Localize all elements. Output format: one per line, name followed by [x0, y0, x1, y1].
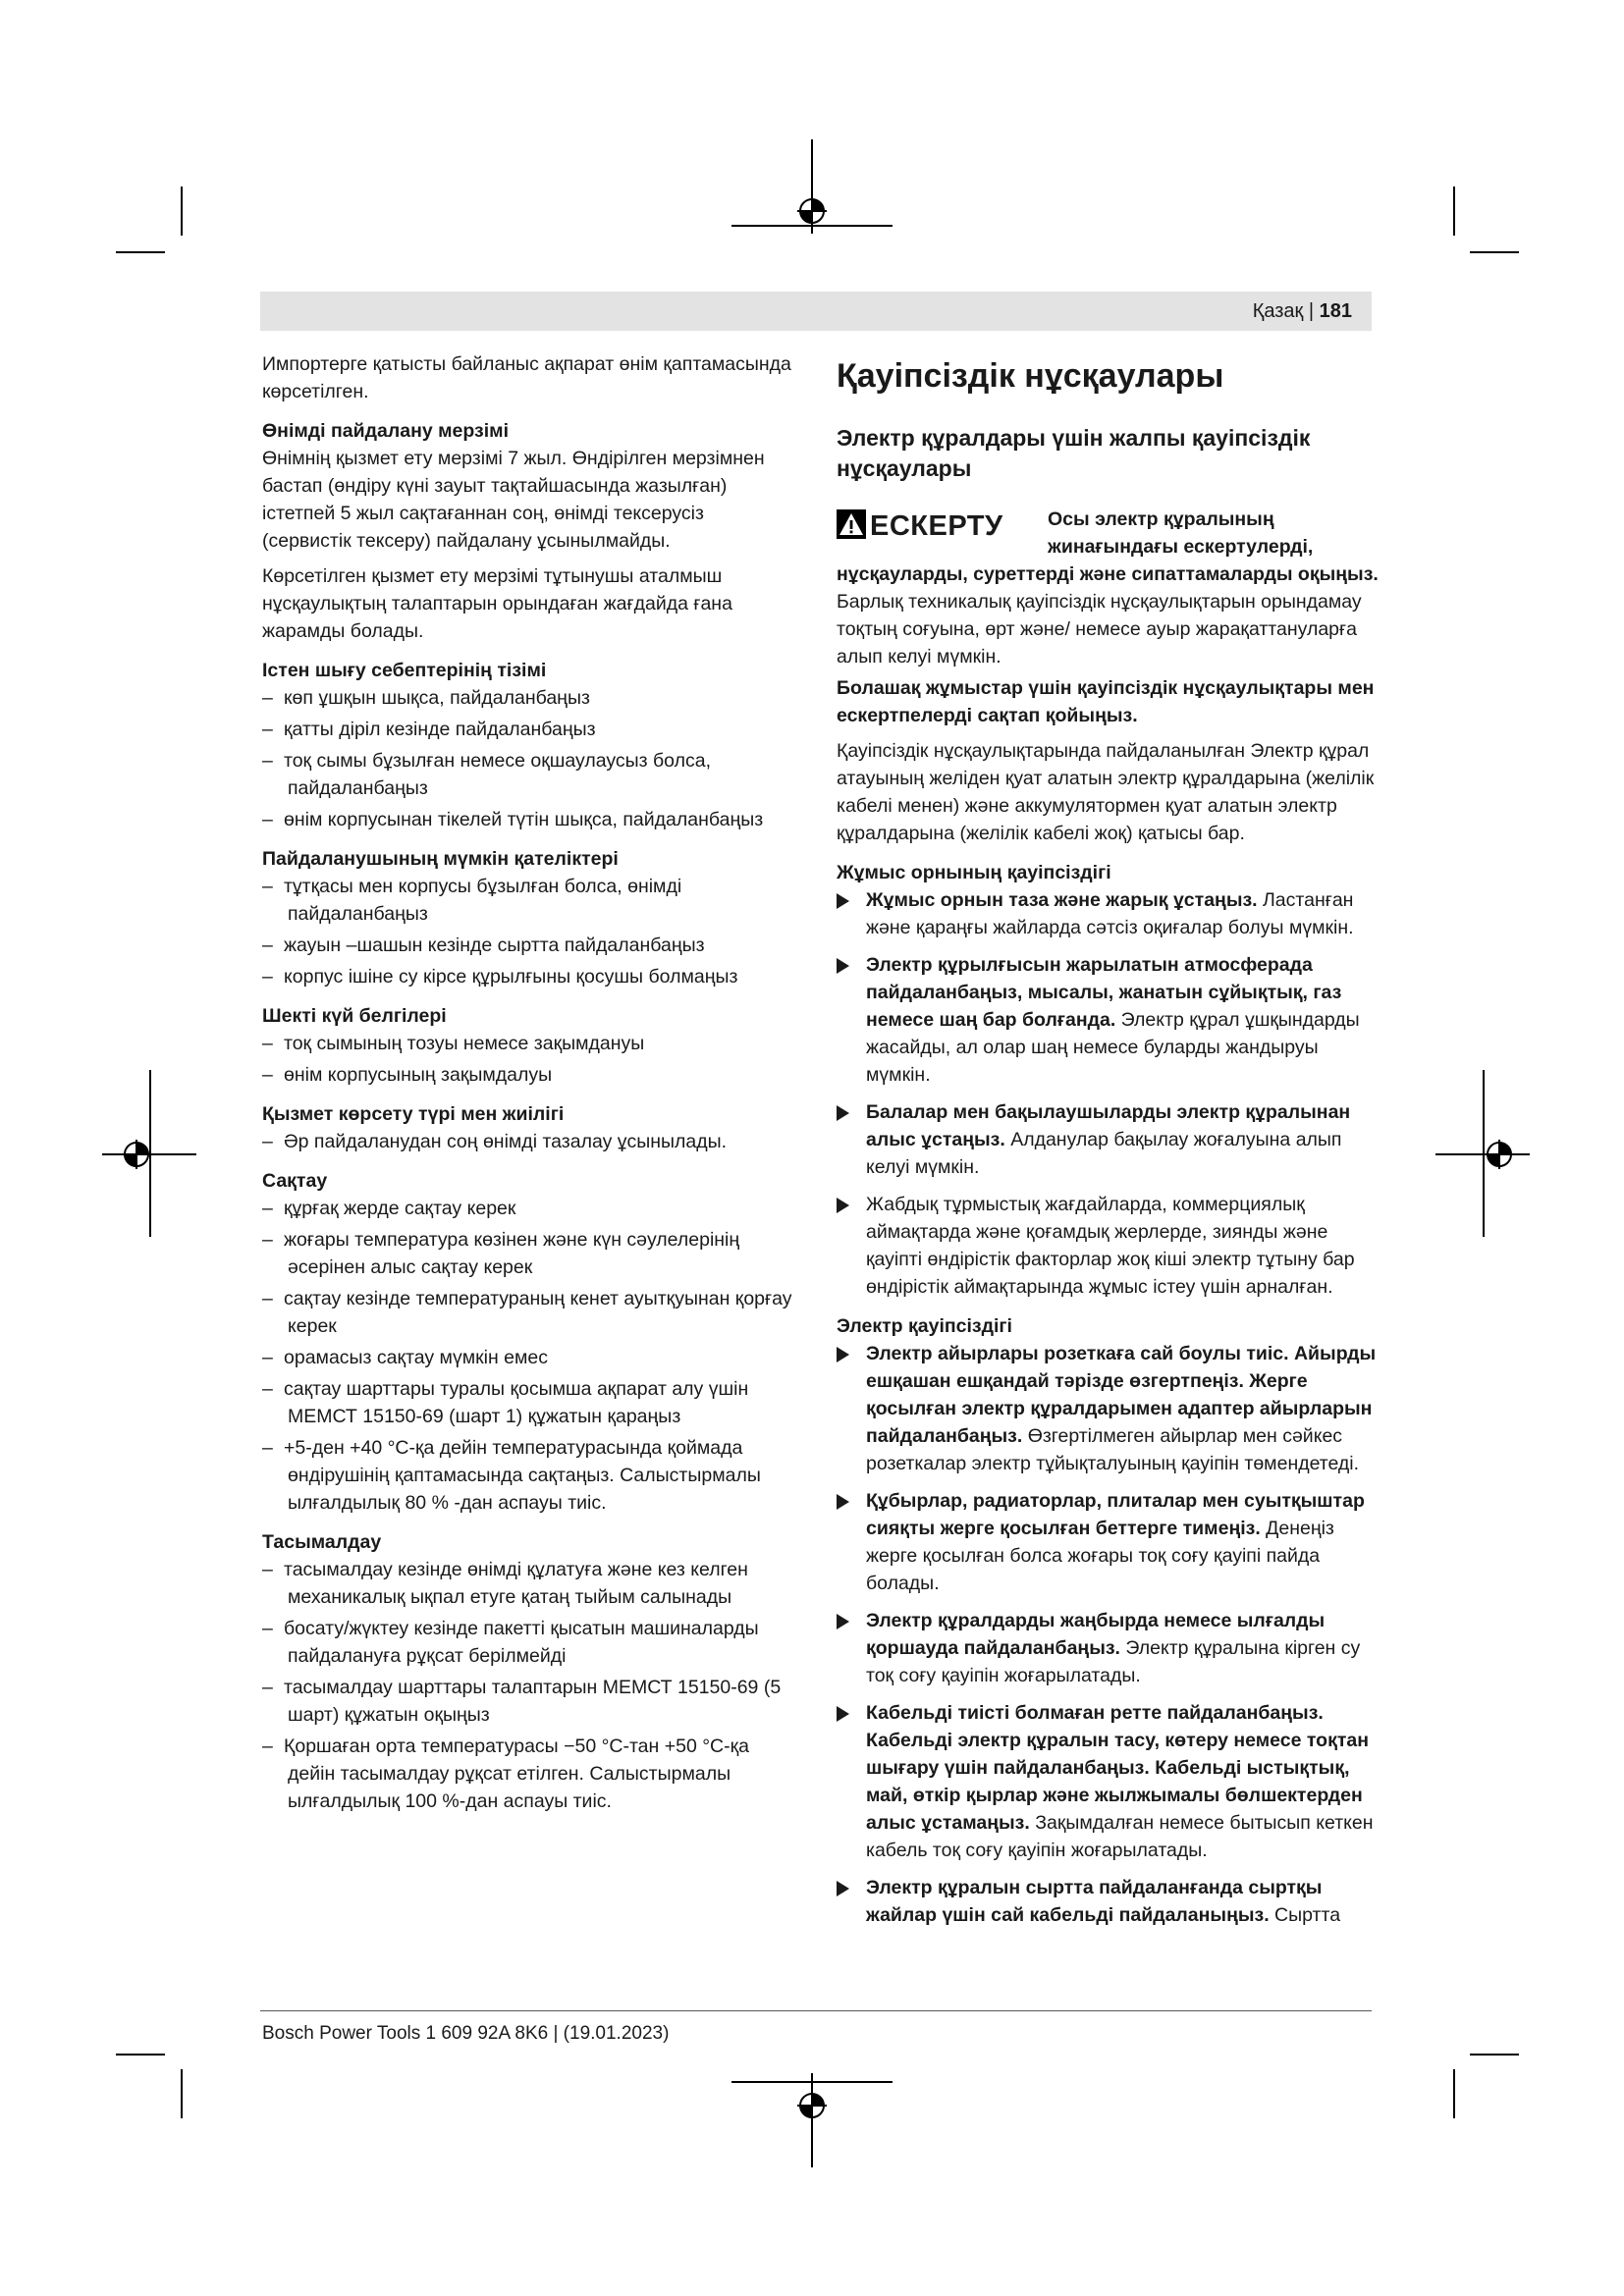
bullet-arrow-icon: [837, 1494, 849, 1510]
workplace-list: [837, 886, 1384, 1301]
user-errors-heading: Пайдаланушының мүмкін қателіктері: [262, 848, 619, 870]
header-separator: |: [1308, 300, 1315, 322]
list-item: Электр құралдарды жаңбырда немесе ылғалды қоршауда пайдаланбаңыз. Электр құралына кірген су тоқ соғу қауіпін жоғарылатады.: [837, 1607, 1384, 1689]
bullet-arrow-icon: [837, 1706, 849, 1722]
keep-instructions: Болашақ жұмыстар үшін қауіпсіздік нұсқаулықтары мен ескертпелерді сақтап қойыңыз.: [837, 677, 1375, 726]
list-item: – өнім корпусының зақымдалуы: [262, 1064, 553, 1086]
importer-note: Импортерге қатысты байланыс ақпарат өнім қаптамасында көрсетілген.: [262, 353, 791, 402]
list-item: – тоқ сымының тозуы немесе зақымдануы: [262, 1033, 645, 1054]
list-item: – тасымалдау шарттары талаптарын МЕМСТ 15150-69 (5 шарт) құжатын оқыңыз: [262, 1677, 782, 1726]
crop-mark: [1470, 251, 1519, 253]
section-title: Қауіпсіздік нұсқаулары: [837, 357, 1224, 395]
service-life-paragraph: Өнімнің қызмет ету мерзімі 7 жыл. Өндірілген мерзімнен бастап (өндіру күні зауыт тақтайшасында жазылған) істетпей 5 жыл сақтағаннан соң, өнімді тексерусіз (сервистік тексеру) пайдалану ұсынылмайды.: [262, 448, 765, 552]
registration-target-icon: [122, 1140, 151, 1169]
warning-headline: Осы электр құралының жинағындағы ескертулерді,: [1048, 508, 1314, 558]
electrical-heading: Электр қауіпсіздігі: [837, 1315, 1012, 1337]
list-item: – жауын –шашын кезінде сыртта пайдаланбаңыз: [262, 934, 705, 956]
list-item: – +5-ден +40 °C-қа дейін температурасында қоймада өндірушінің қаптамасында сақтаңыз. Салыстырмалы ылғалдылық 80 % -дан аспауы тиіс.: [262, 1437, 761, 1514]
list-item: Жұмыс орнын таза және жарық ұстаңыз. Ластанған және қараңғы жайларда сәтсіз оқиғалар болуы мүмкін.: [837, 886, 1384, 941]
bullet-arrow-icon: [837, 1198, 849, 1213]
crop-mark: [1453, 2069, 1455, 2118]
list-item: – қатты діріл кезінде пайдаланбаңыз: [262, 719, 596, 740]
footer-rule: [260, 2010, 1372, 2011]
list-item: – орамасыз сақтау мүмкін емес: [262, 1347, 549, 1368]
registration-target-icon: [797, 196, 827, 226]
list-item: Кабельді тиісті болмаған ретте пайдаланбаңыз. Кабельді электр құралын тасу, көтеру немесе тоқтан шығару үшін пайдаланбаңыз. Кабельді ыстықтық, май, өткір қырлар және жылжымалы бөлшектерден алыс ұстамаңыз. Зақымдалған немесе бытысып кеткен кабель тоқ соғу қауіпін жоғарылатады.: [837, 1699, 1384, 1864]
page-header: [260, 292, 1372, 331]
crop-mark: [116, 2054, 165, 2056]
list-item: – сақтау шарттары туралы қосымша ақпарат алу үшін МЕМСТ 15150-69 (шарт 1) құжатын қараңыз: [262, 1378, 749, 1427]
storage-heading: Сақтау: [262, 1170, 328, 1192]
crop-mark: [1470, 2054, 1519, 2056]
storage-list: [262, 1195, 792, 1517]
list-item: – босату/жүктеу кезінде пакетті қысатын машиналарды пайдалануға рұқсат берілмейді: [262, 1618, 759, 1667]
warning-icon: [837, 509, 866, 539]
list-item: – корпус ішіне су кірсе құрылғыны қосушы болмаңыз: [262, 966, 738, 988]
list-item: – жоғары температура көзінен және күн сәулелерінің әсерінен алыс сақтау керек: [262, 1229, 740, 1278]
user-errors-list: [262, 873, 792, 990]
list-item: – көп ұшқын шықса, пайдаланбаңыз: [262, 687, 590, 709]
limit-states-heading: Шекті күй белгілері: [262, 1005, 447, 1027]
page-header-text: [1253, 299, 1352, 323]
list-item: – құрғақ жерде сақтау керек: [262, 1198, 516, 1219]
section-name: Қазақ: [1252, 300, 1304, 322]
section-subtitle: Электр құралдары үшін жалпы қауіпсіздік нұсқаулары: [837, 425, 1311, 481]
failures-list: [262, 684, 792, 833]
term-note: Қауіпсіздік нұсқаулықтарында пайдаланылған Электр құрал атауының желіден қуат алатын электр құралдарына (желілік кабелі менен) және аккумулятормен қуат алатын электр құралдарына (желілік кабелі жоқ) қатысы бар.: [837, 740, 1375, 844]
crop-mark: [116, 251, 165, 253]
registration-line: [1435, 1153, 1530, 1155]
bullet-arrow-icon: [837, 1614, 849, 1629]
bullet-arrow-icon: [837, 893, 849, 909]
registration-line: [811, 2073, 813, 2167]
maintenance-heading: Қызмет көрсету түрі мен жиілігі: [262, 1103, 565, 1125]
registration-line: [731, 2081, 893, 2083]
warning-body: нұсқауларды, суреттерді және сипаттамаларды оқыңыз. Барлық техникалық қауіпсіздік нұсқаулықтарын орындамау тоқтың соғуына, өрт және/ немесе ауыр жарақаттануларға алып келуі мүмкін.: [837, 563, 1379, 667]
workplace-heading: Жұмыс орнының қауіпсіздігі: [837, 862, 1111, 883]
list-item: – өнім корпусынан тікелей түтін шықса, пайдаланбаңыз: [262, 809, 764, 830]
crop-mark: [181, 187, 183, 236]
list-item: – сақтау кезінде температураның кенет ауытқуынан қорғау керек: [262, 1288, 792, 1337]
failures-heading: Істен шығу себептерінің тізімі: [262, 660, 547, 681]
list-item: Жабдық тұрмыстық жағдайларда, коммерциялық аймақтарда және қоғамдық жерлерде, зиянды және қауіпті өндірістік факторлар жоқ кіші электр тұтыну бар өндірістік аймақтарында жұмыс істеу үшін арналған.: [837, 1191, 1384, 1301]
list-item: Құбырлар, радиаторлар, плиталар мен суытқыштар сияқты жерге қосылған беттерге тимеңіз. Денеңіз жерге қосылған болса жоғары тоқ соғу қауіпі пайда болады.: [837, 1487, 1384, 1597]
list-item: – тұтқасы мен корпусы бұзылған болса, өнімді пайдаланбаңыз: [262, 876, 682, 925]
service-life-heading: Өнімді пайдалану мерзімі: [262, 420, 509, 442]
bullet-arrow-icon: [837, 1105, 849, 1121]
transport-heading: Тасымалдау: [262, 1531, 382, 1553]
limit-states-list: [262, 1030, 792, 1089]
right-column: [837, 350, 1384, 1939]
transport-list: [262, 1556, 792, 1815]
warning-block: [837, 506, 1384, 670]
left-column: [262, 350, 792, 1819]
maintenance-list: [262, 1128, 792, 1155]
service-life-paragraph: Көрсетілген қызмет ету мерзімі тұтынушы аталмыш нұсқаулықтың талаптарын орындаған жағдайда ғана жарамды болады.: [262, 565, 732, 642]
crop-mark: [181, 2069, 183, 2118]
crop-mark: [1453, 187, 1455, 236]
list-item: – тоқ сымы бұзылған немесе оқшаулаусыз болса, пайдаланбаңыз: [262, 750, 711, 799]
list-item: Балалар мен бақылаушыларды электр құралынан алыс ұстаңыз. Алданулар бақылау жоғалуына алып келуі мүмкін.: [837, 1098, 1384, 1181]
electrical-list: [837, 1340, 1384, 1929]
registration-target-icon: [1485, 1140, 1514, 1169]
list-item: Электр айырлары розеткаға сай боулы тиіс. Айырды ешқашан ешқандай тәрізде өзгертпеңіз. Жерге қосылған электр құралдарымен адаптер айырларын пайдаланбаңыз. Өзгертілмеген айырлар мен сәйкес розеткалар электр тұйықталуының қауіпін төмендетеді.: [837, 1340, 1384, 1477]
list-item: Электр құрылғысын жарылатын атмосферада пайдаланбаңыз, мысалы, жанатын сұйықтық, газ немесе шаң бар болғанда. Электр құрал ұшқындарды жасайды, ал олар шаң немесе буларды жандыруы мүмкін.: [837, 951, 1384, 1089]
list-item: – тасымалдау кезінде өнімді құлатуға және кез келген механикалық ықпал етуге қатаң тыйым салынады: [262, 1559, 748, 1608]
list-item: – Қоршаған орта температурасы −50 °C-тан +50 °C-қа дейін тасымалдау рұқсат етілген. Салыстырмалы ылғалдылық 100 %-дан аспауы тиіс.: [262, 1735, 749, 1812]
bullet-arrow-icon: [837, 1881, 849, 1896]
bullet-arrow-icon: [837, 958, 849, 974]
list-item: Электр құралын сыртта пайдаланғанда сыртқы жайлар үшін сай кабельді пайдаланыңыз. Сыртта: [837, 1874, 1384, 1929]
registration-target-icon: [797, 2091, 827, 2120]
bullet-arrow-icon: [837, 1347, 849, 1362]
page-footer: Bosch Power Tools 1 609 92A 8K6 | (19.01.2023): [262, 2023, 670, 2044]
warning-label: ЕСКЕРТУ: [837, 509, 1003, 542]
page-number: 181: [1319, 300, 1352, 322]
list-item: – Әр пайдаланудан соң өнімді тазалау ұсынылады.: [262, 1131, 728, 1152]
